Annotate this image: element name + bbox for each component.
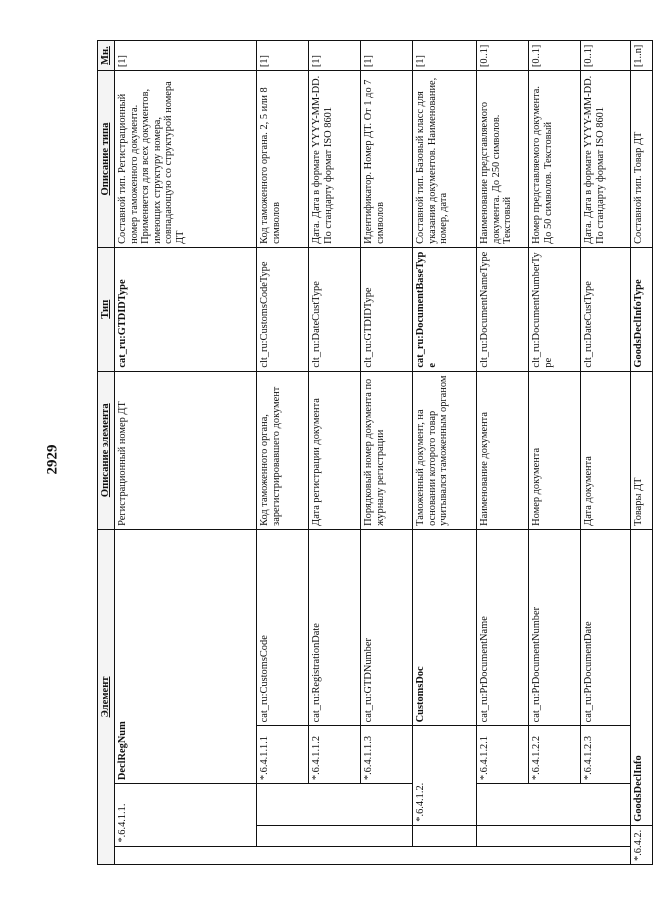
- element-name: GoodsDeclInfo: [630, 529, 652, 825]
- multiplicity: [0..1]: [528, 41, 580, 71]
- spacer-cell: [476, 784, 630, 826]
- element-number: *.6.4.2.: [630, 825, 652, 864]
- spacer-cell: [412, 825, 476, 846]
- type-description: Наименование представляемого документа. До 250 символов. Текстовый: [476, 71, 528, 248]
- type-description: Идентификатор. Номер ДТ. От 1 до 7 символов: [360, 71, 412, 248]
- element-type: clt_ru:DocumentNumberType: [528, 247, 580, 371]
- element-type: cat_ru:GTDIDType: [114, 247, 256, 371]
- element-description: Порядковый номер документа по журналу регистрации: [360, 371, 412, 529]
- element-description: Код таможенного органа, зарегистрировавшего документ: [256, 371, 308, 529]
- table-row: [114, 41, 256, 865]
- element-name: cat_ru:PrDocumentDate: [580, 529, 630, 725]
- table-row: [630, 41, 652, 865]
- element-number: *.6.4.1.2.1: [476, 726, 528, 784]
- type-description: Код таможенного органа. 2, 5 или 8 символов: [256, 71, 308, 248]
- element-description: Товары ДТ: [630, 371, 652, 529]
- element-name: DeclRegNum: [114, 529, 256, 783]
- table-row: [308, 41, 360, 865]
- element-description: Таможенный документ, на основании которого товар учитывался таможенным органом: [412, 371, 476, 529]
- type-description: Номер представляемого документа. До 50 символов. Текстовый: [528, 71, 580, 248]
- multiplicity: [0..1]: [580, 41, 630, 71]
- column-header-type: Тип: [98, 247, 115, 371]
- element-name: cat_ru:GTDNumber: [360, 529, 412, 725]
- column-header-multiplicity: Мн.: [98, 41, 115, 71]
- type-description: Составной тип. Товар ДТ: [630, 71, 652, 248]
- rotated-page-body: [97, 40, 644, 865]
- spacer-cell: [256, 784, 412, 826]
- element-name: cat_ru:RegistrationDate: [308, 529, 360, 725]
- element-type: clt_ru:DateCustType: [308, 247, 360, 371]
- element-description: Регистрационный номер ДТ: [114, 371, 256, 529]
- element-type: GoodsDeclInfoType: [630, 247, 652, 371]
- multiplicity: [0..1]: [476, 41, 528, 71]
- element-name: cat_ru:CustomsCode: [256, 529, 308, 725]
- multiplicity: [1]: [308, 41, 360, 71]
- element-name: cat_ru:PrDocumentNumber: [528, 529, 580, 725]
- multiplicity: [1]: [256, 41, 308, 71]
- element-spec-table: [97, 40, 653, 865]
- type-description: Составной тип. Базовый класс для указания документов. Наименование, номер, дата: [412, 71, 476, 248]
- table-header-row: [98, 41, 115, 865]
- element-type: cat_ru:DocumentBaseType: [412, 247, 476, 371]
- element-type: clt_ru:DocumentNameType: [476, 247, 528, 371]
- element-number: *.6.4.1.1.3: [360, 726, 412, 784]
- column-header-type-description: Описание типа: [98, 71, 115, 248]
- element-name: CustomsDoc: [412, 529, 476, 725]
- element-number: *.6.4.1.1.2: [308, 726, 360, 784]
- page-number: 2929: [44, 444, 61, 475]
- element-description: Дата регистрации документа: [308, 371, 360, 529]
- spacer-cell: [114, 846, 630, 864]
- table-row: [256, 41, 308, 865]
- spacer-cell: [256, 825, 412, 846]
- element-description: Дата документа: [580, 371, 630, 529]
- element-type: clt_ru:DateCustType: [580, 247, 630, 371]
- element-type: clt_ru:GTDIDType: [360, 247, 412, 371]
- element-number: *.6.4.1.2.2: [528, 726, 580, 784]
- type-description: Дата. Дата в формате YYYY-MM-DD. По стандарту формат ISO 8601: [308, 71, 360, 248]
- spacer-cell: [476, 825, 630, 846]
- element-number: *.6.4.1.1.: [114, 784, 256, 846]
- element-description: Номер документа: [528, 371, 580, 529]
- type-description: Дата. Дата в формате YYYY-MM-DD. По стандарту формат ISO 8601: [580, 71, 630, 248]
- multiplicity: [1]: [412, 41, 476, 71]
- element-number: *.6.4.1.2.: [412, 726, 476, 825]
- type-description: Составной тип. Регистрационный номер таможенного документа. Применяется для всех документов, имеющих структуру номера, совпадающую со структурой номера ДТ: [114, 71, 256, 248]
- element-number: *.6.4.1.2.3: [580, 726, 630, 784]
- column-header-element-description: Описание элемента: [98, 371, 115, 529]
- table-row: [412, 41, 476, 865]
- element-description: Наименование документа: [476, 371, 528, 529]
- element-type: clt_ru:CustomsCodeType: [256, 247, 308, 371]
- element-number: *.6.4.1.1.1: [256, 726, 308, 784]
- multiplicity: [1..n]: [630, 41, 652, 71]
- table-row: [360, 41, 412, 865]
- column-header-element: Элемент: [98, 529, 115, 864]
- table-row: [580, 41, 630, 865]
- multiplicity: [1]: [114, 41, 256, 71]
- element-name: cat_ru:PrDocumentName: [476, 529, 528, 725]
- table-row: [476, 41, 528, 865]
- multiplicity: [1]: [360, 41, 412, 71]
- table-row: [528, 41, 580, 865]
